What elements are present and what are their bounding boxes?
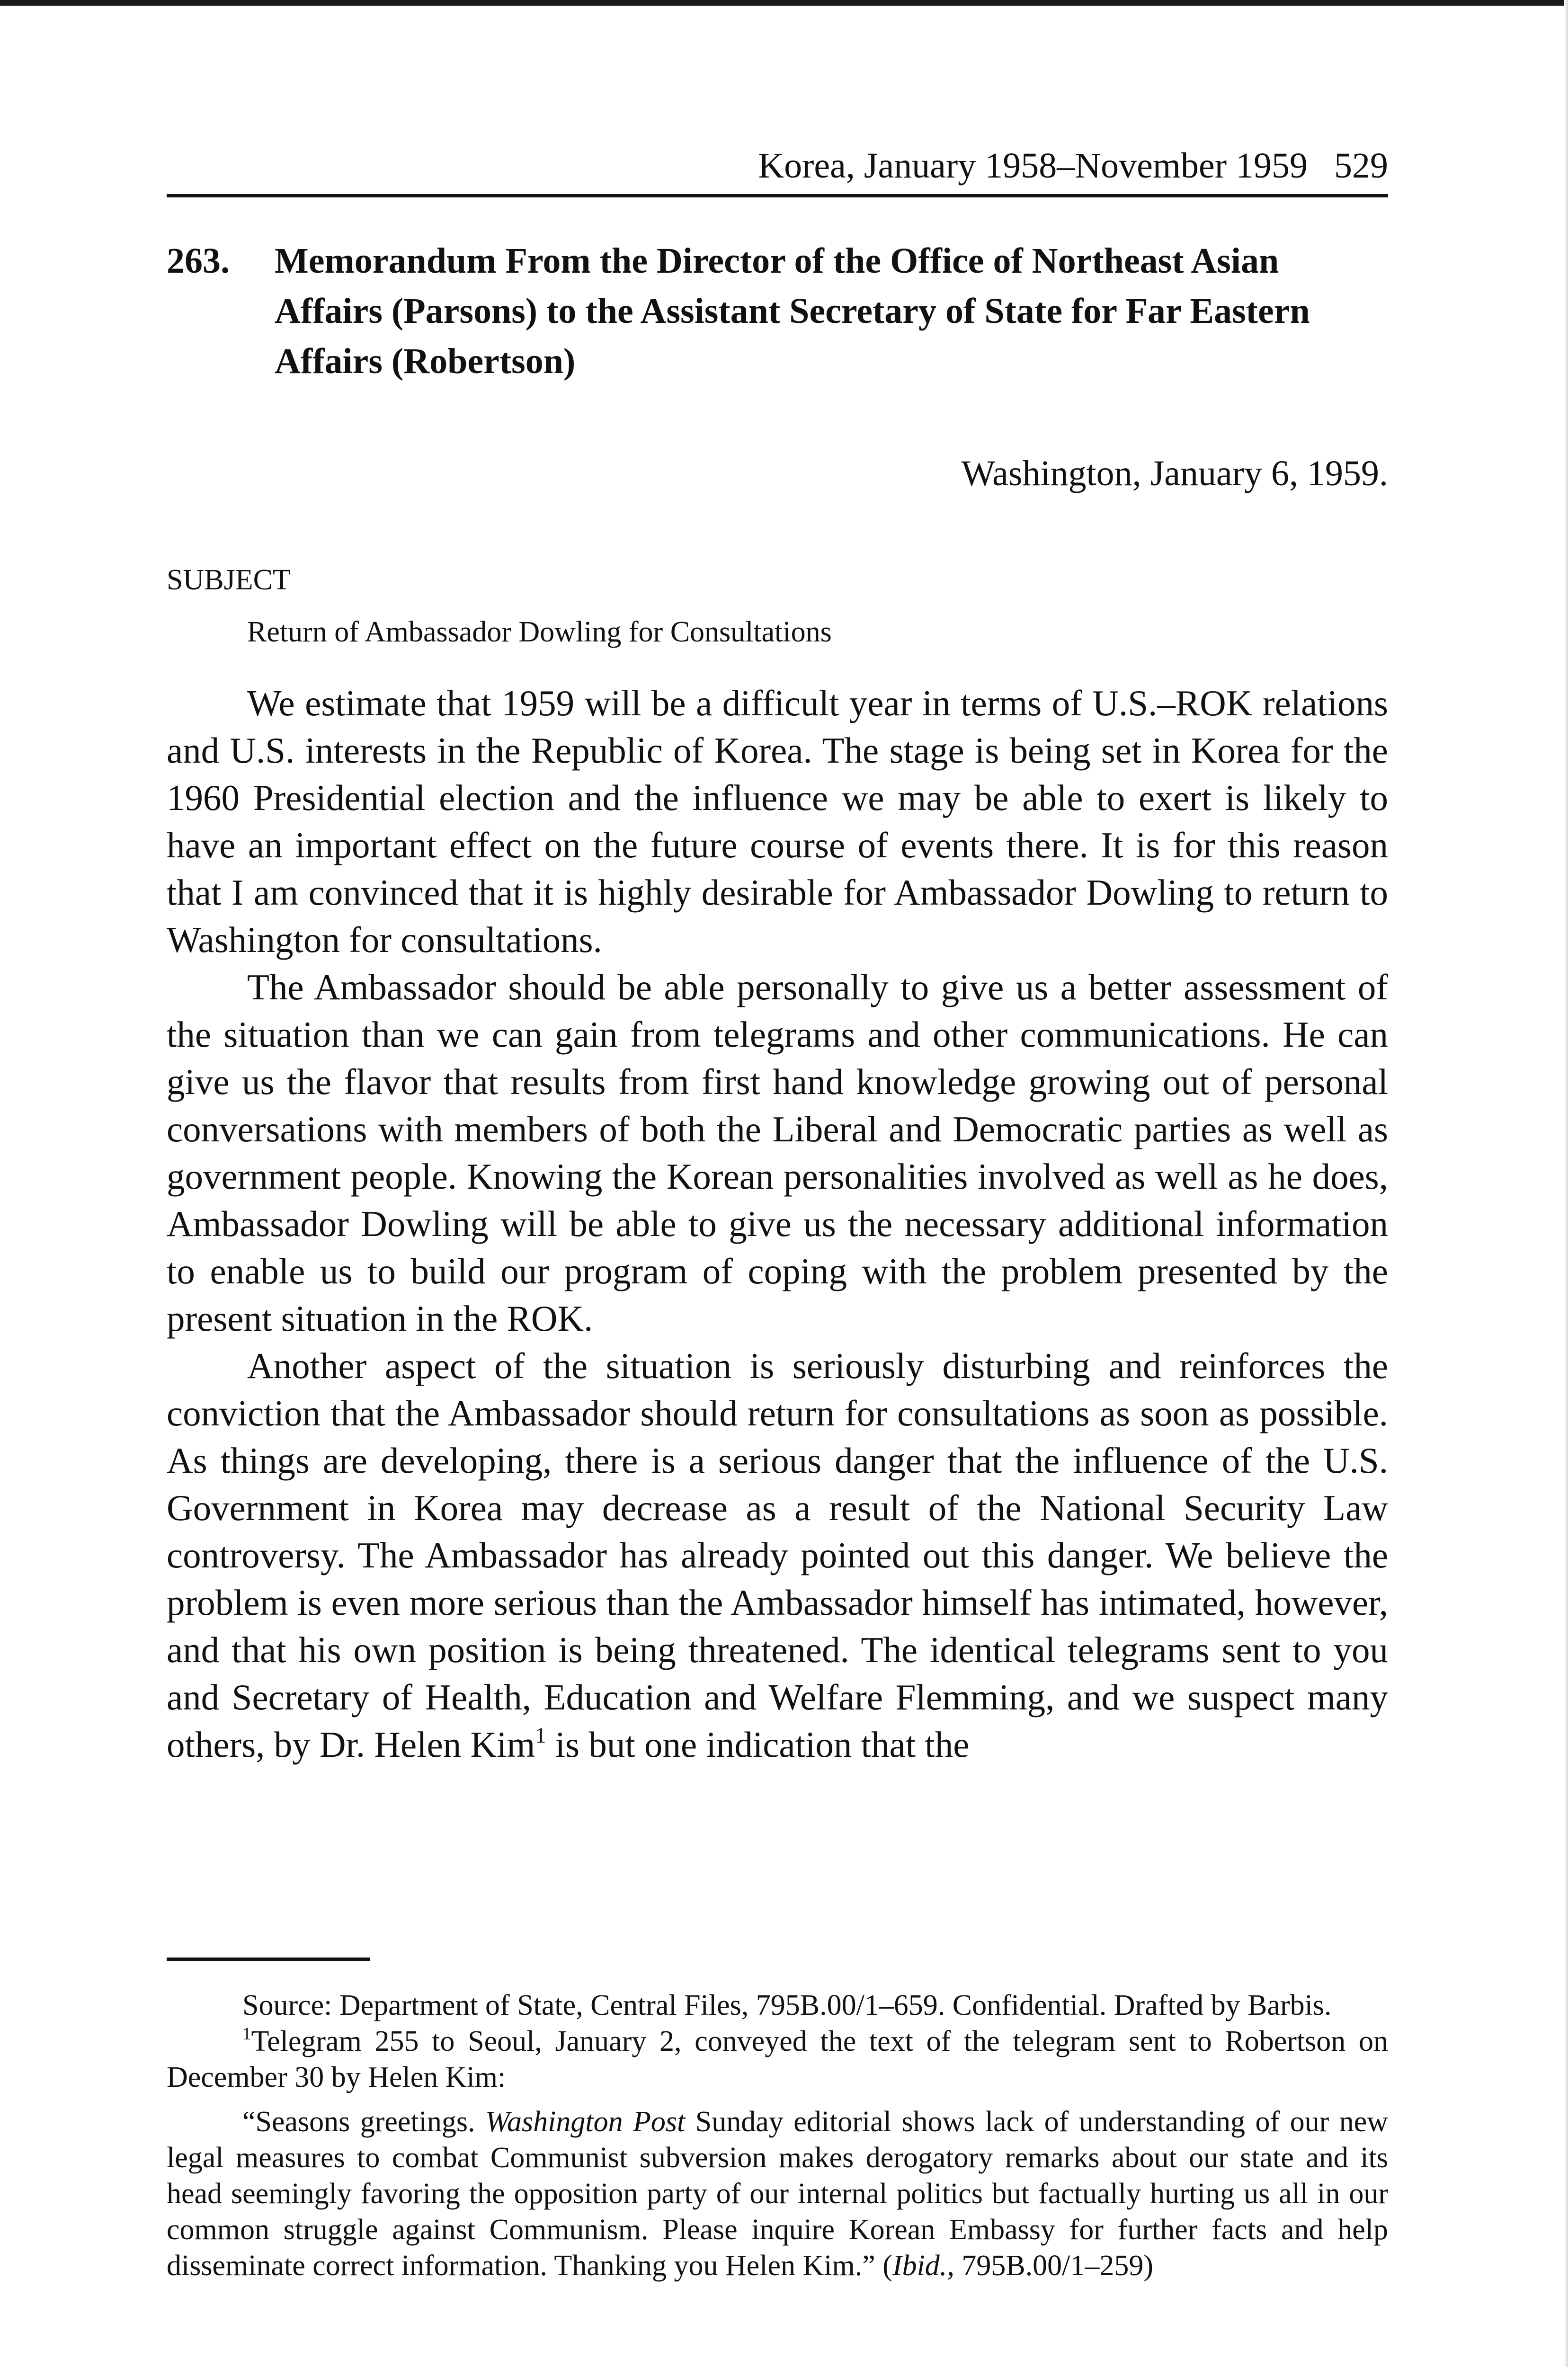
subject-label: SUBJECT [167,564,291,596]
memo-body [167,679,1388,1768]
header-rule [167,194,1388,197]
footnote-1-quote [167,2104,1388,2284]
document-number: 263. [167,241,230,281]
source-note: Source: Department of State, Central Files, 795B.00/1–659. Confidential. Drafted by Barbis. [242,1989,1332,2021]
document-heading [167,236,1388,386]
quote-ibid: Ibid. [892,2250,947,2282]
scan-top-edge [0,0,1568,6]
quote-citation: , 795B.00/1–259) [947,2250,1154,2282]
body-paragraph-3-text: Another aspect of the situation is seriously disturbing and reinforces the conviction that the Ambassador should return for consultations as soon as possible. As things are developing, there is a serious danger that the influence of the U.S. Government in Korea may decrease as a result of the National Security Law controversy. The Ambassador has already pointed out this danger. We believe the problem is even more serious than the Ambassador himself has intimated, however, and that his own position is being threatened. The identical telegrams sent to you and Secretary of Health, Education and Welfare Flemming, and we suspect many others, by Dr. Helen Kim [167,1345,1388,1765]
footnote-1-text: Telegram 255 to Seoul, January 2, conveyed the text of the telegram sent to Robertson on December 30 by Helen Kim: [167,2025,1388,2093]
quote-text-2: Sunday editorial shows lack of understanding of our new legal measures to combat Communist subversion makes derogatory remarks about our state and its head seemingly favoring the opposition party of our internal politics but factually hurting us all in our common struggle against Communism. Please inquire Korean Embassy for further facts and help disseminate correct information. Thanking you Helen Kim.” ( [167,2106,1389,2282]
page-number: 529 [1334,146,1388,186]
dateline: Washington, January 6, 1959. [961,454,1388,493]
body-paragraph-3 [167,1342,1388,1768]
footnotes [167,1987,1388,2284]
scan-right-edge [1564,0,1568,2367]
running-head [758,142,1388,189]
body-paragraph-2: The Ambassador should be able personally to give us a better assessment of the situation than we can gain from telegrams and other communications. He can give us the flavor that results from first hand knowledge growing out of personal conversations with members of both the Liberal and Democratic parties as well as government people. Knowing the Korean personalities involved as well as he does, Ambassador Dowling will be able to give us the necessary additional information to enable us to build our program of coping with the problem presented by the present situation in the ROK. [167,967,1388,1339]
quote-publication: Washington Post [485,2106,686,2138]
footnote-1 [167,2023,1388,2095]
document-title: Memorandum From the Director of the Office of Northeast Asian Affairs (Parsons) to the Assistant Secretary of State for Far Eastern Affairs (Robertson) [275,241,1310,381]
body-paragraph-3-continuation: is but one indication that the [546,1724,970,1765]
footnote-rule [167,1958,370,1961]
subject-text: Return of Ambassador Dowling for Consultations [247,616,832,648]
body-paragraph-1: We estimate that 1959 will be a difficult year in terms of U.S.–ROK relations and U.S. interests in the Republic of Korea. The stage is being set in Korea for the 1960 Presidential election and the influence we may be able to exert is likely to have an important effect on the future course of events there. It is for this reason that I am convinced that it is highly desirable for Ambassador Dowling to return to Washington for consultations. [167,683,1388,960]
running-head-title: Korea, January 1958–November 1959 [758,146,1308,186]
quote-text-1: “Seasons greetings. [242,2106,486,2138]
footnote-reference-1: 1 [535,1723,546,1747]
footnote-1-marker: 1 [242,2024,251,2044]
